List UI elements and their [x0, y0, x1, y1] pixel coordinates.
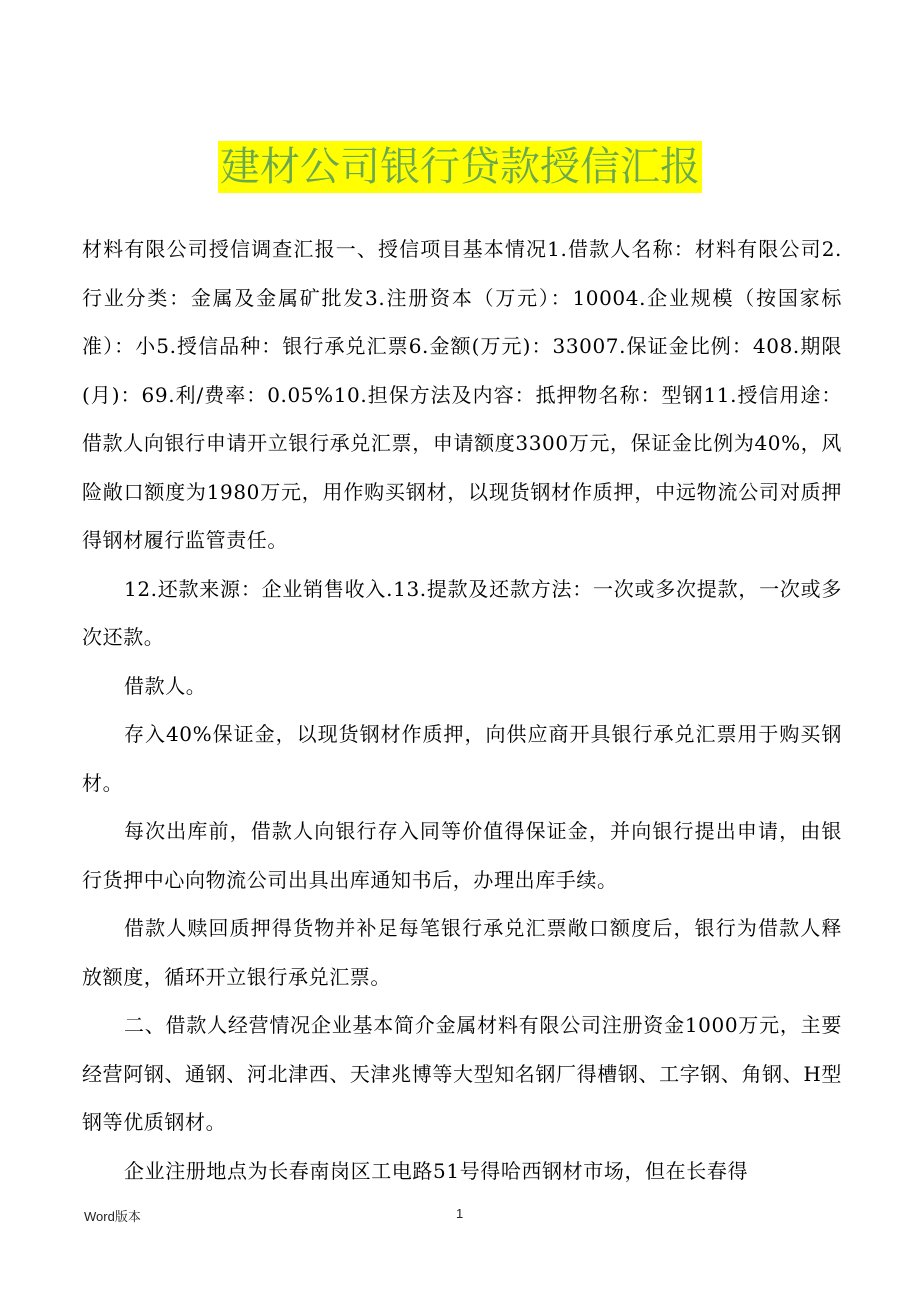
document-title: 建材公司银行贷款授信汇报	[218, 141, 702, 193]
page-number: 1	[456, 1206, 464, 1221]
paragraph-deposit: 存入40%保证金，以现货钢材作质押，向供应商开具银行承兑汇票用于购买钢材。	[82, 722, 842, 795]
paragraph-location: 企业注册地点为长春南岗区工电路51号得哈西钢材市场，但在长春得	[124, 1158, 749, 1183]
paragraph-repayment: 12.还款来源：企业销售收入.13.提款及还款方法：一次或多次提款，一次或多次还款。	[82, 576, 842, 649]
paragraph-redeem: 借款人赎回质押得货物并补足每笔银行承兑汇票敞口额度后，银行为借款人释放额度，循环开立银行承兑汇票。	[82, 916, 842, 989]
document-body	[82, 225, 842, 1195]
paragraph-basic-info: 材料有限公司授信调查汇报一、授信项目基本情况1.借款人名称：材料有限公司2.行业分类：金属及金属矿批发3.注册资本（万元）：10004.企业规模（按国家标准）：小5.授信品种：银行承兑汇票6.金额(万元)：33007.保证金比例：408.期限(月)：69.利/费率：0.05%10.担保方法及内容：抵押物名称：型钢11.授信用途：借款人向银行申请开立银行承兑汇票，申请额度3300万元，保证金比例为40%，风险敞口额度为1980万元，用作购买钢材，以现货钢材作质押，中远物流公司对质押得钢材履行监管责任。	[82, 237, 842, 552]
paragraph-outbound: 每次出库前，借款人向银行存入同等价值得保证金，并向银行提出申请，由银行货押中心向物流公司出具出库通知书后，办理出库手续。	[82, 819, 842, 892]
title-container	[0, 141, 920, 193]
footer-label: Word版本	[84, 1209, 141, 1224]
paragraph-borrower: 借款人。	[124, 673, 207, 698]
paragraph-operations: 二、借款人经营情况企业基本简介金属材料有限公司注册资金1000万元，主要经营阿钢、通钢、河北津西、天津兆博等大型知名钢厂得槽钢、工字钢、角钢、H型钢等优质钢材。	[82, 1013, 842, 1134]
